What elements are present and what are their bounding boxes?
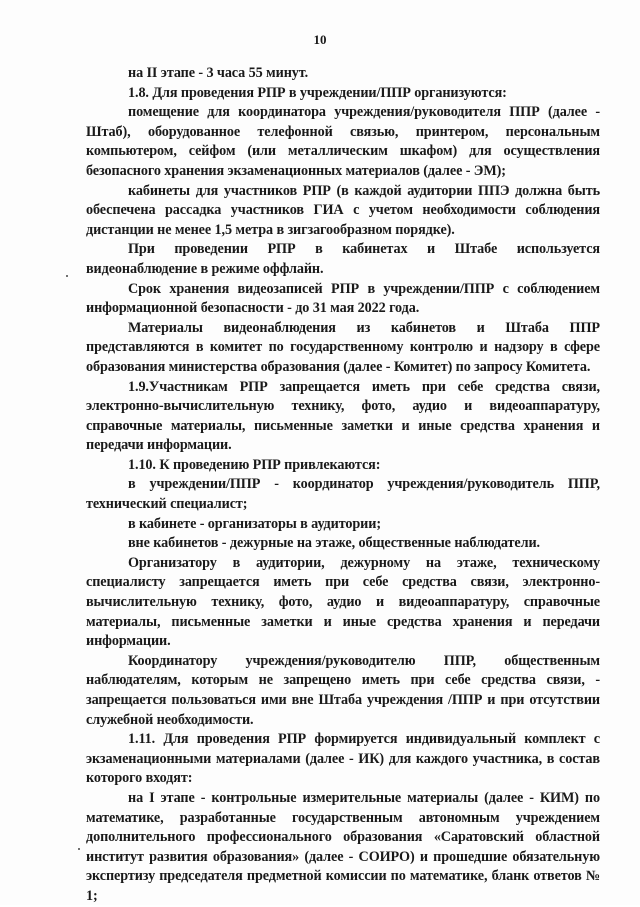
paragraph: на I этапе - контрольные измерительные материалы (далее - КИМ) по математике, разработанные государственным автономным учреждением дополнительного профессионального образования «Саратовский областной институт развития образования» (далее - СОИРО) и прошедшие обязательную экспертизу председателя предметной комиссии по математике, бланк ответов № 1; (86, 789, 600, 904)
section-1-9: 1.9.Участникам РПР запрещается иметь при себе средства связи, электронно-вычислительную технику, фото, аудио и видеоаппаратуру, справочные материалы, письменные заметки и иные средства хранения и передачи информации. (86, 378, 600, 454)
paragraph: вне кабинетов - дежурные на этаже, общественные наблюдатели. (128, 535, 540, 552)
section-1-11: 1.11. Для проведения РПР формируется индивидуальный комплект с экзаменационными материалами (далее - ИК) для каждого участника, в состав которого входят: (86, 731, 600, 787)
paragraph: Материалы видеонаблюдения из кабинетов и Штаба ППР представляются в комитет по государственному контролю и надзору в сфере образования министерства образования (далее - Комитет) по запросу Комитета. (86, 319, 600, 375)
section-heading-1-10: 1.10. К проведению РПР привлекаются: (128, 456, 381, 473)
paragraph: в учреждении/ППР - координатор учреждения/руководитель ППР, технический специалист; (86, 476, 600, 513)
paragraph: кабинеты для участников РПР (в каждой аудитории ППЭ должна быть обеспечена рассадка участников ГИА с учетом необходимости соблюдения дистанции не менее 1,5 метра в зигзагообразном порядке). (86, 182, 600, 238)
paragraph: При проведении РПР в кабинетах и Штабе используется видеонаблюдение в режиме оффлайн. (86, 241, 600, 277)
section-heading-1-8: 1.8. Для проведения РПР в учреждении/ППР организуются: (128, 84, 507, 101)
document-body (86, 64, 600, 907)
paragraph: Организатору в аудитории, дежурному на этаже, техническому специалисту запрещается иметь при себе средства связи, электронно-вычислительную технику, фото, аудио и видеоаппаратуру, справочные материалы, письменные заметки и иные средства хранения и передачи информации. (86, 554, 600, 650)
paragraph: Координатору учреждения/руководителю ППР, общественным наблюдателям, которым не запрещено иметь при себе средства связи, - запрещается пользоваться ими вне Штаба учреждения /ППР и при отсутствии служебной необходимости. (86, 652, 600, 728)
paragraph: Срок хранения видеозаписей РПР в учреждении/ППР с соблюдением информационной безопасности - до 31 мая 2022 года. (86, 280, 600, 317)
page-number: 10 (313, 32, 327, 47)
paragraph: на II этапе - 3 часа 55 минут. (128, 65, 309, 81)
scan-speck (66, 275, 68, 277)
paragraph: помещение для координатора учреждения/руководителя ППР (далее - Штаб), оборудованное телефонной связью, принтером, персональным компьютером, сейфом (или металлическим шкафом) для осуществления безопасного хранения экзаменационных материалов (далее - ЭМ); (86, 104, 600, 179)
paragraph: в кабинете - организаторы в аудитории; (128, 515, 381, 532)
scan-speck (78, 848, 80, 850)
